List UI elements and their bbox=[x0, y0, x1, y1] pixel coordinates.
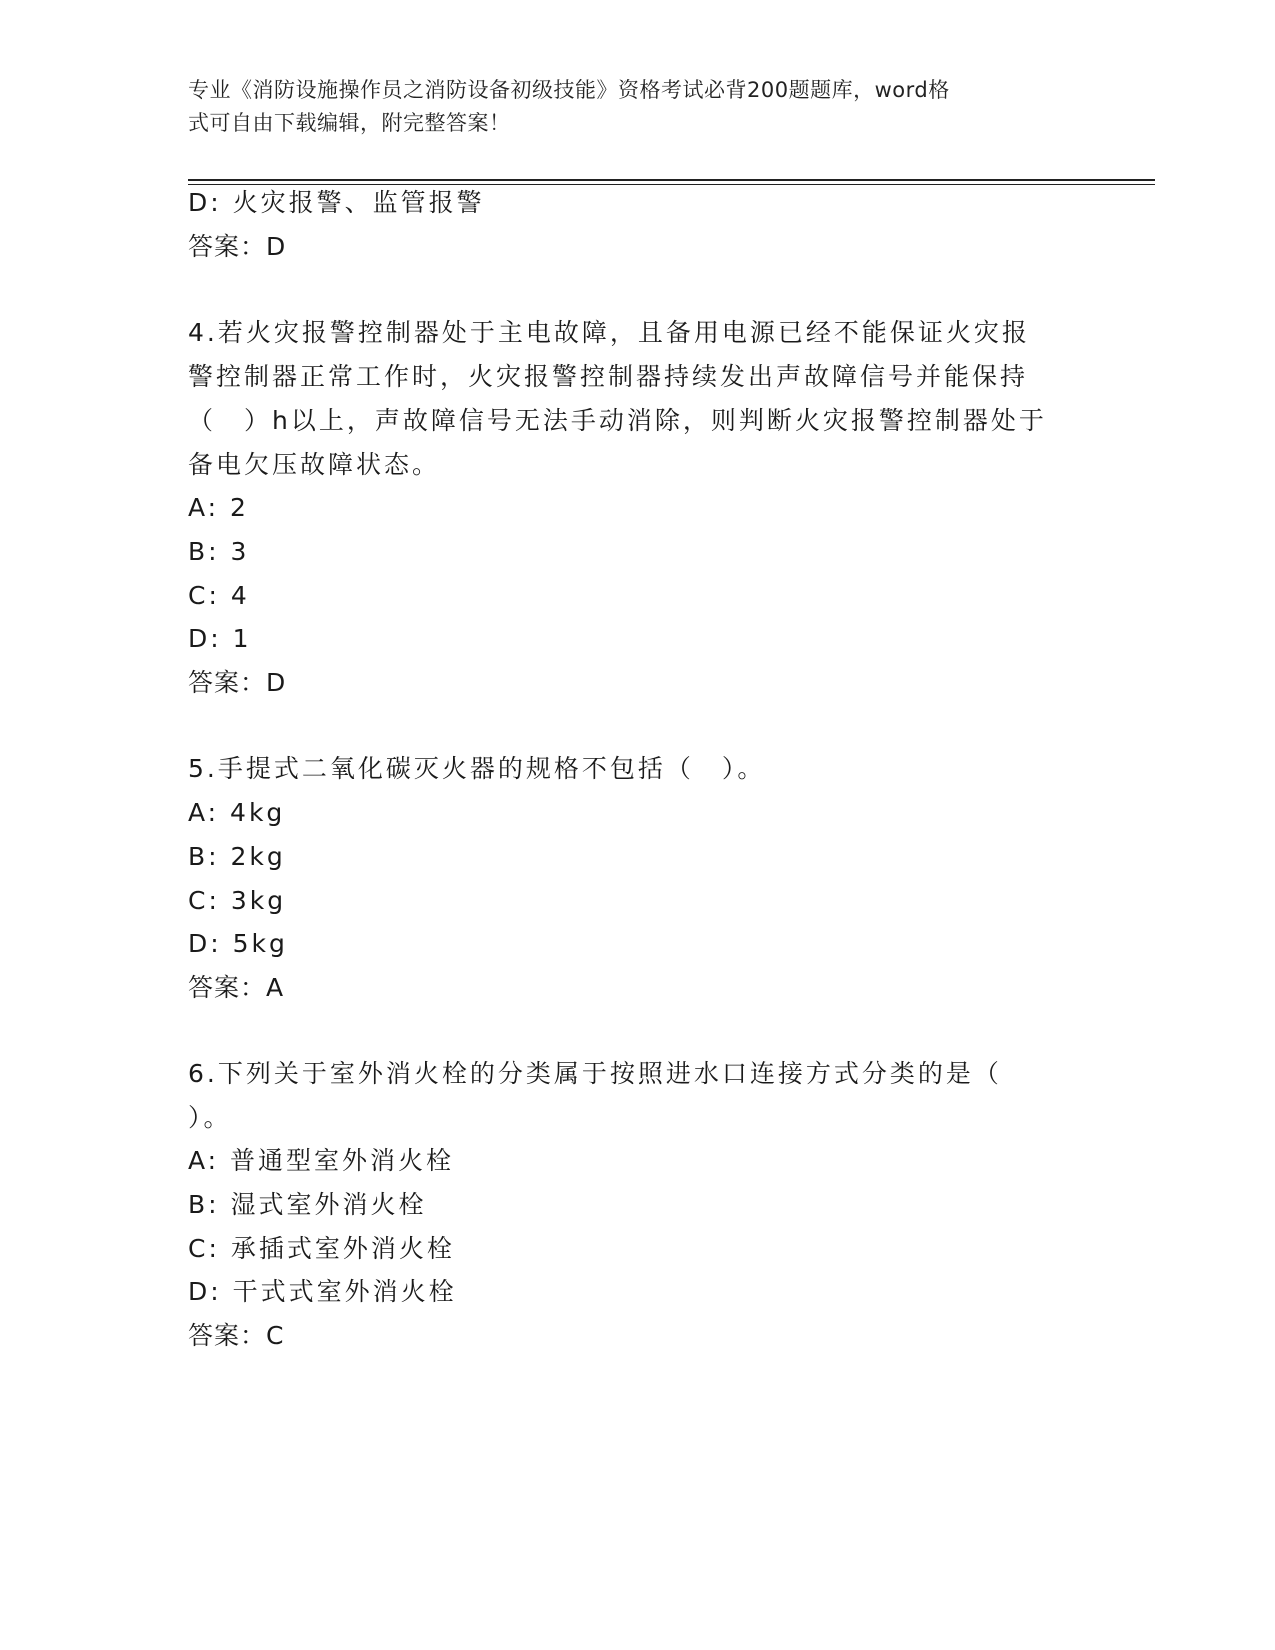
q4-question-line-1: 4.若火灾报警控制器处于主电故障，且备用电源已经不能保证火灾报 bbox=[188, 318, 1030, 347]
q6-option-d: D: 干式式室外消火栓 bbox=[188, 1277, 457, 1306]
document-header bbox=[188, 74, 1068, 140]
q4-option-b: B: 3 bbox=[188, 537, 250, 566]
q4-answer: 答案：D bbox=[188, 668, 287, 697]
q4-question-line-3: （ ）h以上，声故障信号无法手动消除，则判断火灾报警控制器处于 bbox=[188, 406, 1047, 435]
q6-option-c: C: 承插式室外消火栓 bbox=[188, 1234, 455, 1263]
header-divider-thin bbox=[188, 184, 1155, 185]
q3-option-d: D: 火灾报警、监管报警 bbox=[188, 188, 485, 217]
q5-option-c: C: 3kg bbox=[188, 886, 287, 915]
q4-option-a: A: 2 bbox=[188, 493, 249, 522]
q5-option-b: B: 2kg bbox=[188, 842, 286, 871]
q4-option-d: D: 1 bbox=[188, 624, 252, 653]
q6-option-b: B: 湿式室外消火栓 bbox=[188, 1190, 427, 1219]
q4-question-line-2: 警控制器正常工作时，火灾报警控制器持续发出声故障信号并能保持 bbox=[188, 362, 1029, 391]
header-title-line-1: 专业《消防设施操作员之消防设备初级技能》资格考试必背200题题库，word格 bbox=[188, 78, 950, 102]
q5-question-line-1: 5.手提式二氧化碳灭火器的规格不包括（ ）。 bbox=[188, 754, 766, 783]
q5-option-a: A: 4kg bbox=[188, 798, 286, 827]
q5-answer: 答案：A bbox=[188, 973, 285, 1002]
q3-answer: 答案：D bbox=[188, 232, 287, 261]
q6-question-line-1: 6.下列关于室外消火栓的分类属于按照进水口连接方式分类的是（ bbox=[188, 1059, 1002, 1088]
q4-option-c: C: 4 bbox=[188, 581, 250, 610]
q6-answer: 答案：C bbox=[188, 1321, 285, 1350]
header-title-line-2: 式可自由下载编辑，附完整答案！ bbox=[188, 111, 511, 135]
q4-question-line-4: 备电欠压故障状态。 bbox=[188, 450, 441, 479]
q5-option-d: D: 5kg bbox=[188, 929, 288, 958]
header-divider-thick bbox=[188, 179, 1155, 181]
q6-question-line-2: ）。 bbox=[188, 1103, 232, 1132]
q6-option-a: A: 普通型室外消火栓 bbox=[188, 1146, 455, 1175]
